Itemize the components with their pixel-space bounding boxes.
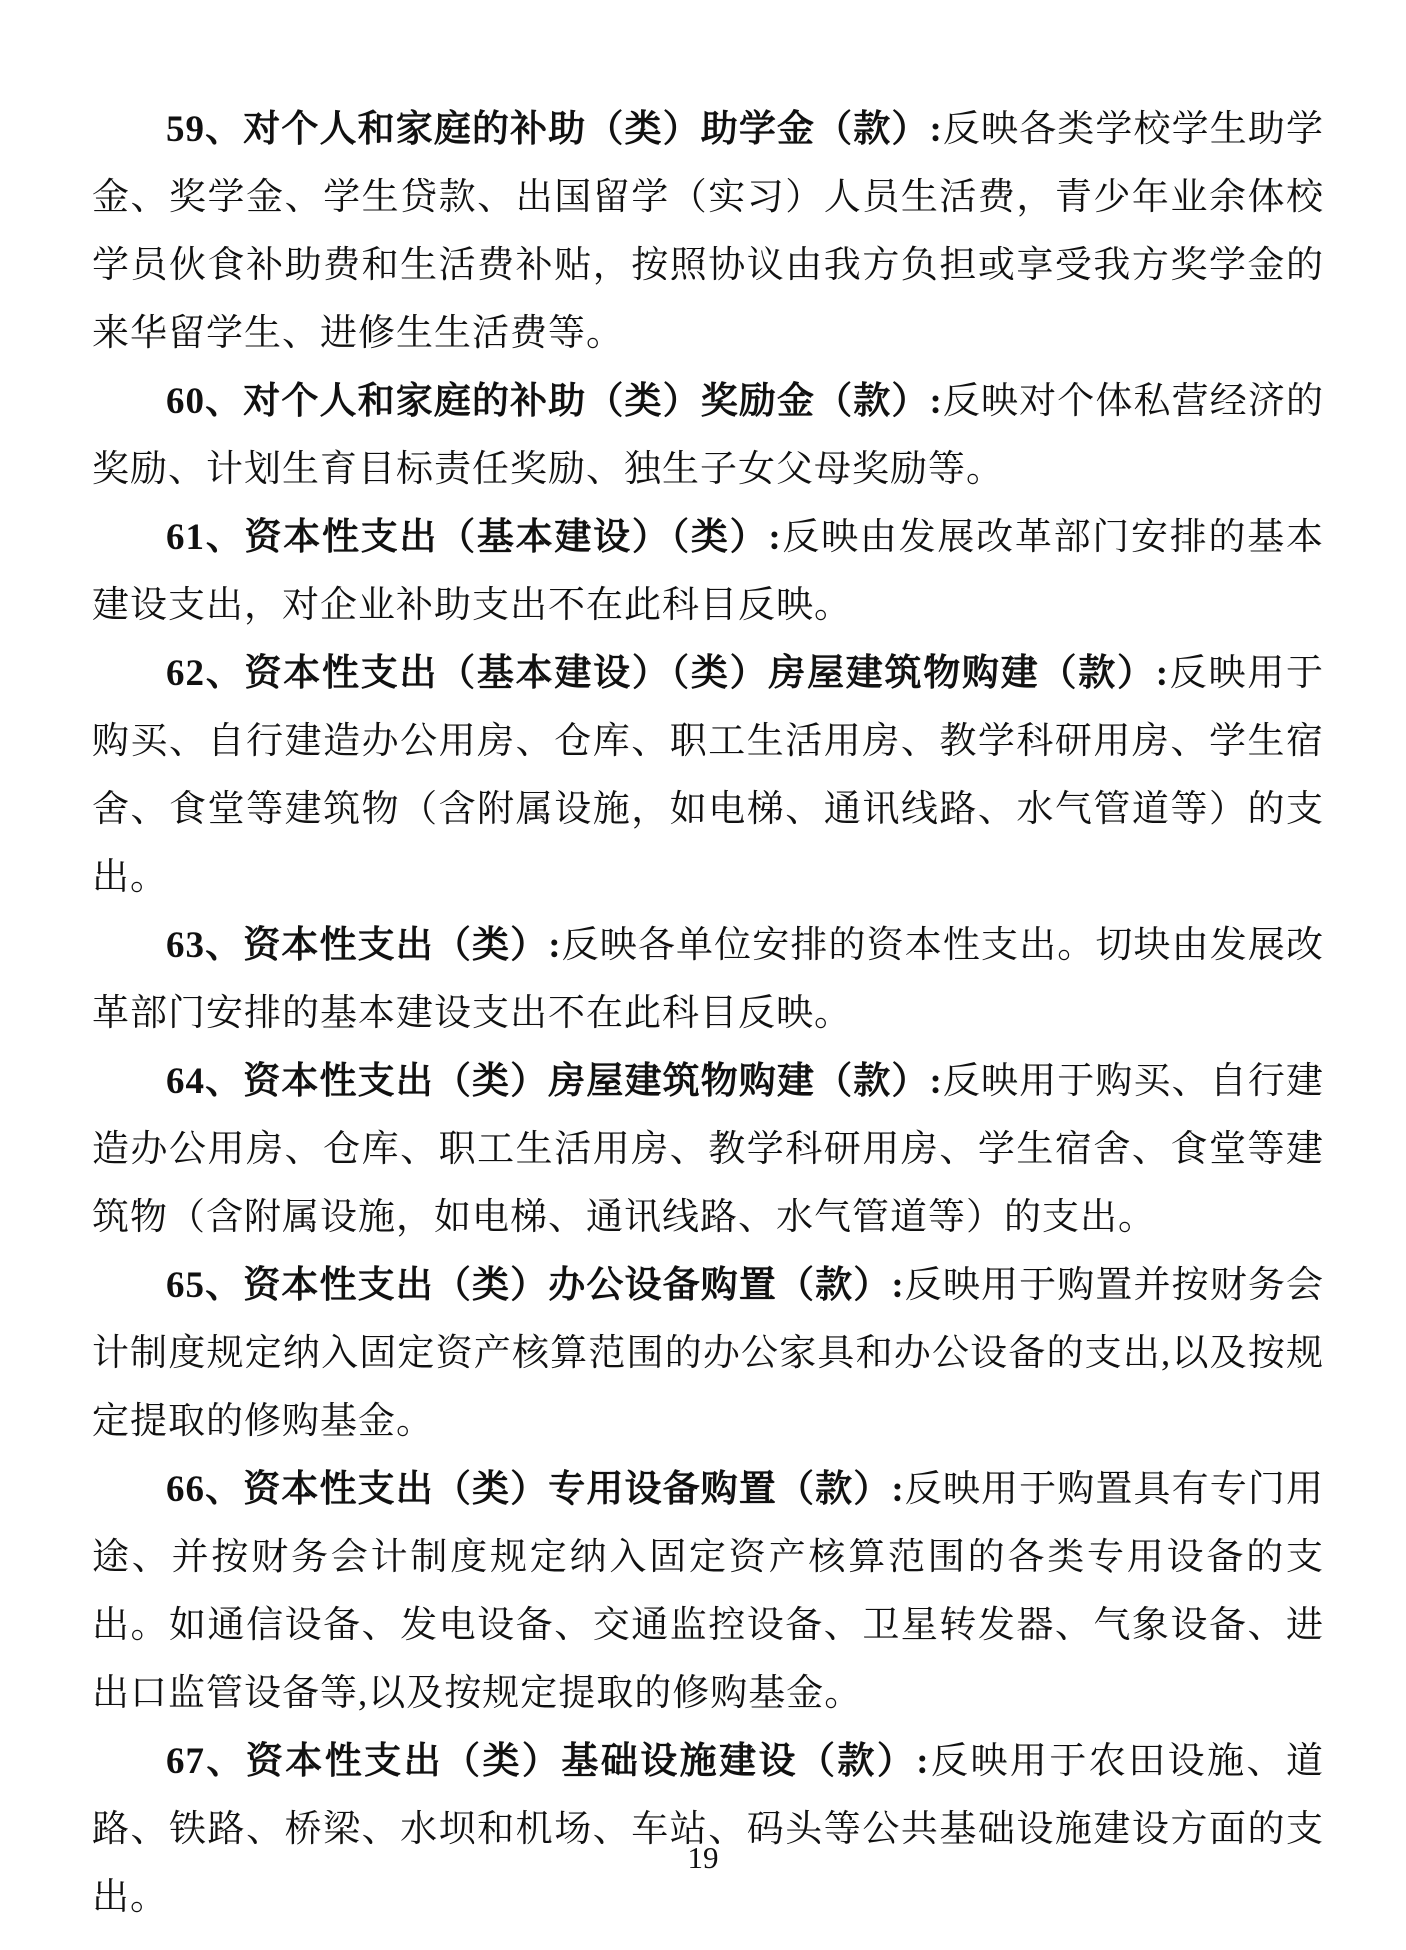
item-65-body: 反映用于购置并按财务会计制度规定纳入固定资产核算范围的办公家具和办公设备的支出,以及按规定提取的修购基金。 <box>92 1265 1325 1442</box>
item-62-heading: 62、资本性支出（基本建设）（类）房屋建筑物购建（款）: <box>166 653 1170 694</box>
item-60-heading: 60、对个人和家庭的补助（类）奖励金（款）: <box>166 381 943 422</box>
definition-item-65 <box>92 1252 1324 1456</box>
item-63-body: 反映各单位安排的资本性支出。切块由发展改革部门安排的基本建设支出不在此科目反映。 <box>92 925 1324 1034</box>
definition-item-63 <box>92 912 1324 1048</box>
item-64-body: 反映用于购买、自行建造办公用房、仓库、职工生活用房、教学科研用房、学生宿舍、食堂等建筑物（含附属设施，如电梯、通讯线路、水气管道等）的支出。 <box>92 1061 1325 1238</box>
definition-item-60 <box>92 368 1324 504</box>
item-59-heading: 59、对个人和家庭的补助（类）助学金（款）: <box>166 109 943 150</box>
item-61-body: 反映由发展改革部门安排的基本建设支出，对企业补助支出不在此科目反映。 <box>92 517 1325 626</box>
definition-item-62 <box>92 640 1324 912</box>
definition-item-59 <box>92 96 1324 368</box>
item-64-heading: 64、资本性支出（类）房屋建筑物购建（款）: <box>166 1061 943 1102</box>
item-67-heading: 67、资本性支出（类）基础设施建设（款）: <box>166 1741 930 1782</box>
item-61-heading: 61、资本性支出（基本建设）（类）: <box>166 517 782 558</box>
definition-item-64 <box>92 1048 1324 1252</box>
definition-item-66 <box>92 1456 1324 1728</box>
item-66-heading: 66、资本性支出（类）专用设备购置（款）: <box>166 1469 905 1510</box>
definition-item-61 <box>92 504 1324 640</box>
item-59-body: 反映各类学校学生助学金、奖学金、学生贷款、出国留学（实习）人员生活费，青少年业余体校学员伙食补助费和生活费补贴，按照协议由我方负担或享受我方奖学金的来华留学生、进修生生活费等。 <box>92 109 1325 354</box>
item-63-heading: 63、资本性支出（类）: <box>166 925 562 966</box>
item-67-body: 反映用于农田设施、道路、铁路、桥梁、水坝和机场、车站、码头等公共基础设施建设方面的支出。 <box>92 1741 1324 1918</box>
item-62-body: 反映用于购买、自行建造办公用房、仓库、职工生活用房、教学科研用房、学生宿舍、食堂等建筑物（含附属设施，如电梯、通讯线路、水气管道等）的支出。 <box>92 653 1325 898</box>
item-60-body: 反映对个体私营经济的奖励、计划生育目标责任奖励、独生子女父母奖励等。 <box>92 381 1325 490</box>
document-body <box>92 96 1324 1932</box>
definition-item-67 <box>92 1728 1324 1932</box>
item-65-heading: 65、资本性支出（类）办公设备购置（款）: <box>166 1265 905 1306</box>
item-66-body: 反映用于购置具有专门用途、并按财务会计制度规定纳入固定资产核算范围的各类专用设备的支出。如通信设备、发电设备、交通监控设备、卫星转发器、气象设备、进出口监管设备等,以及按规定提取的修购基金。 <box>92 1469 1325 1714</box>
page-number: 19 <box>687 1840 719 1875</box>
